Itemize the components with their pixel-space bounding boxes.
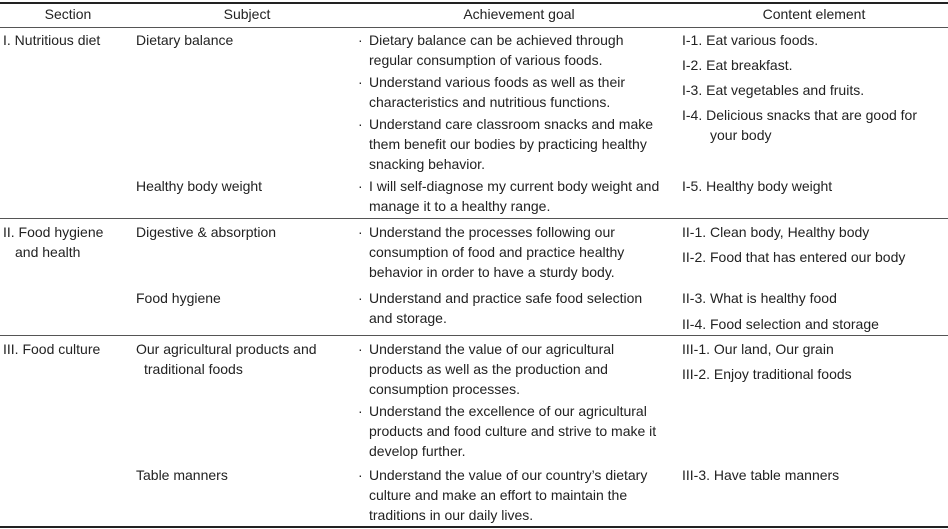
header-bottom-rule: [0, 27, 948, 28]
subject-cell: Dietary balance: [136, 32, 234, 48]
section-cell: I. Nutritious diet: [3, 32, 101, 48]
content-item: III-3. Have table manners: [682, 467, 840, 483]
content-item: I-2. Eat breakfast.: [682, 57, 793, 73]
header-content: Content element: [762, 6, 866, 22]
row-rule: [0, 218, 948, 219]
content-cell: [682, 176, 948, 196]
content-cell: [682, 339, 948, 384]
content-item: I-1. Eat various foods.: [682, 32, 819, 48]
section-cell: III. Food culture: [3, 341, 101, 357]
goal-cell: [358, 288, 668, 328]
subject-label: Our agricultural products and traditional foods: [136, 341, 317, 377]
goal-cell: [358, 176, 668, 216]
content-item: I-5. Healthy body weight: [682, 178, 833, 194]
goal-item: · Dietary balance can be achieved through regular consumption of various foods.: [358, 30, 668, 70]
content-cell: [682, 222, 948, 267]
goal-item: · Understand the processes following our consumption of food and practice healthy behavior in order to have a sturdy body.: [358, 222, 668, 282]
content-item: II-2. Food that has entered our body: [682, 249, 906, 265]
goal-item: · I will self-diagnose my current body weight and manage it to a healthy range.: [358, 176, 668, 216]
content-item: II-4. Food selection and storage: [682, 316, 879, 332]
subject-cell: [136, 339, 346, 379]
row-rule: [0, 335, 948, 336]
content-item: II-3. What is healthy food: [682, 290, 837, 306]
section-cell: [3, 222, 121, 262]
goal-cell: [358, 465, 668, 525]
header-subject: Subject: [223, 6, 271, 22]
content-cell: [682, 30, 948, 145]
goal-cell: [358, 222, 668, 282]
subject-cell: Food hygiene: [136, 290, 221, 306]
table-bottom-rule: [0, 526, 948, 528]
subject-cell: Digestive & absorption: [136, 224, 277, 240]
content-cell: [682, 288, 948, 334]
goal-item: · Understand care classroom snacks and make them benefit our bodies by practicing healthy snacking behavior.: [358, 114, 668, 174]
goal-cell: [358, 339, 668, 461]
content-item: III-1. Our land, Our grain: [682, 341, 834, 357]
content-item: III-2. Enjoy traditional foods: [682, 366, 852, 382]
subject-cell: Table manners: [136, 467, 228, 483]
section-label: II. Food hygiene and health: [3, 224, 104, 260]
subject-cell: Healthy body weight: [136, 178, 263, 194]
header-section: Section: [44, 6, 92, 22]
goal-item: · Understand the value of our country’s dietary culture and make an effort to maintain the traditions in our daily lives.: [358, 465, 668, 525]
goal-item: · Understand the excellence of our agricultural products and food culture and strive to make it develop further.: [358, 401, 668, 461]
goal-item: · Understand the value of our agricultural products as well as the production and consumption processes.: [358, 339, 668, 399]
goal-item: · Understand and practice safe food selection and storage.: [358, 288, 668, 328]
goal-item: · Understand various foods as well as their characteristics and nutritious functions.: [358, 72, 668, 112]
header-goal: Achievement goal: [463, 6, 575, 22]
content-cell: [682, 465, 948, 485]
goal-cell: [358, 30, 668, 174]
content-item: II-1. Clean body, Healthy body: [682, 224, 870, 240]
content-item: I-3. Eat vegetables and fruits.: [682, 82, 865, 98]
content-item: I-4. Delicious snacks that are good for your body: [682, 107, 918, 143]
